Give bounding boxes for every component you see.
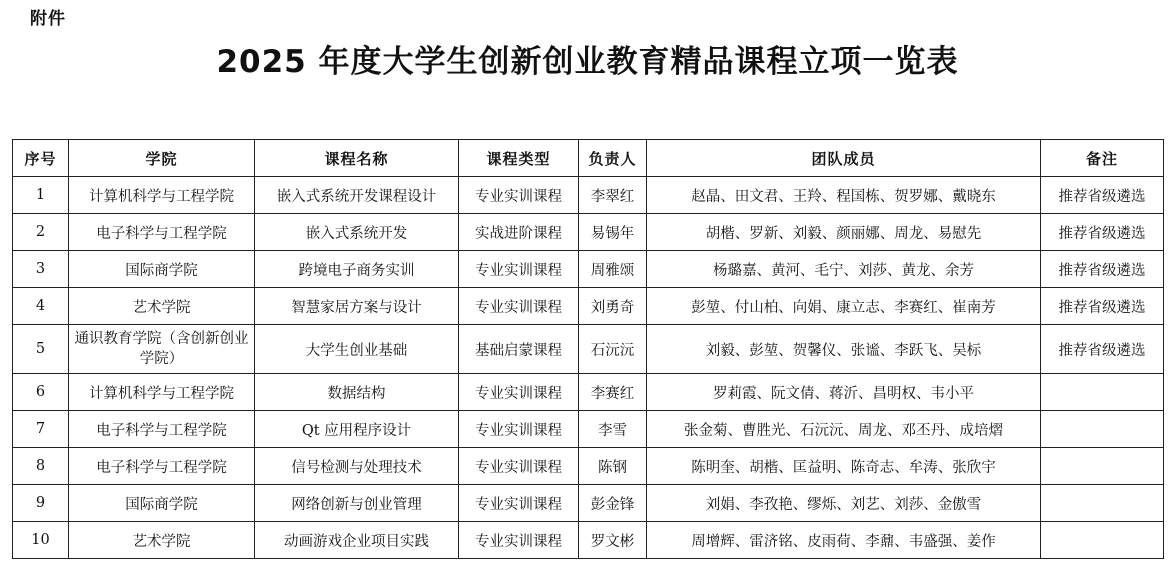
cell-index: 8 [13,448,69,485]
cell-remarks: 推荐省级遴选 [1041,177,1164,214]
cell-index: 6 [13,374,69,411]
table-row [13,411,1164,448]
cell-remarks: 推荐省级遴选 [1041,214,1164,251]
cell-index: 2 [13,214,69,251]
cell-leader: 罗文彬 [579,522,647,559]
cell-course-name: Qt 应用程序设计 [255,411,459,448]
cell-college: 计算机科学与工程学院 [69,177,255,214]
cell-index: 9 [13,485,69,522]
cell-course-type: 专业实训课程 [459,448,579,485]
cell-team-members: 陈明奎、胡楷、匡益明、陈奇志、牟涛、张欣宇 [647,448,1041,485]
cell-college: 通识教育学院（含创新创业学院） [69,325,255,374]
cell-remarks: 推荐省级遴选 [1041,325,1164,374]
cell-team-members: 杨璐嘉、黄河、毛宁、刘莎、黄龙、余芳 [647,251,1041,288]
cell-course-name: 智慧家居方案与设计 [255,288,459,325]
header-course-name: 课程名称 [255,140,459,177]
cell-remarks: 推荐省级遴选 [1041,251,1164,288]
cell-college: 电子科学与工程学院 [69,411,255,448]
table-row [13,325,1164,374]
cell-course-type: 专业实训课程 [459,522,579,559]
cell-course-type: 实战进阶课程 [459,214,579,251]
cell-course-type: 专业实训课程 [459,485,579,522]
cell-course-type: 专业实训课程 [459,288,579,325]
cell-course-type: 专业实训课程 [459,411,579,448]
header-team-members: 团队成员 [647,140,1041,177]
cell-index: 7 [13,411,69,448]
cell-college: 国际商学院 [69,251,255,288]
cell-remarks [1041,448,1164,485]
cell-course-name: 大学生创业基础 [255,325,459,374]
cell-leader: 李翠红 [579,177,647,214]
cell-remarks [1041,522,1164,559]
table-row [13,214,1164,251]
table-row [13,177,1164,214]
cell-index: 3 [13,251,69,288]
cell-leader: 刘勇奇 [579,288,647,325]
cell-leader: 周雅颂 [579,251,647,288]
cell-remarks [1041,374,1164,411]
cell-index: 4 [13,288,69,325]
cell-college: 电子科学与工程学院 [69,448,255,485]
header-remarks: 备注 [1041,140,1164,177]
cell-team-members: 彭堃、付山柏、向娟、康立志、李赛红、崔南芳 [647,288,1041,325]
cell-course-type: 专业实训课程 [459,374,579,411]
cell-course-type: 专业实训课程 [459,177,579,214]
cell-leader: 李赛红 [579,374,647,411]
cell-course-name: 跨境电子商务实训 [255,251,459,288]
cell-course-name: 数据结构 [255,374,459,411]
cell-remarks: 推荐省级遴选 [1041,288,1164,325]
table-header-row [13,140,1164,177]
cell-college: 计算机科学与工程学院 [69,374,255,411]
cell-team-members: 胡楷、罗新、刘毅、颜丽娜、周龙、易慰先 [647,214,1041,251]
table-row [13,251,1164,288]
header-course-type: 课程类型 [459,140,579,177]
cell-index: 10 [13,522,69,559]
cell-leader: 易锡年 [579,214,647,251]
cell-course-name: 嵌入式系统开发 [255,214,459,251]
cell-leader: 彭金锋 [579,485,647,522]
cell-college: 艺术学院 [69,288,255,325]
cell-index: 1 [13,177,69,214]
cell-leader: 石沅沅 [579,325,647,374]
cell-course-type: 基础启蒙课程 [459,325,579,374]
cell-remarks [1041,411,1164,448]
cell-course-name: 信号检测与处理技术 [255,448,459,485]
table-row [13,448,1164,485]
cell-course-name: 网络创新与创业管理 [255,485,459,522]
cell-team-members: 刘毅、彭堃、贺馨仪、张谧、李跃飞、吴标 [647,325,1041,374]
cell-team-members: 罗莉霞、阮文倩、蒋沂、昌明权、韦小平 [647,374,1041,411]
cell-course-name: 动画游戏企业项目实践 [255,522,459,559]
table-row [13,374,1164,411]
attachment-label: 附件 [30,9,66,29]
cell-remarks [1041,485,1164,522]
header-index: 序号 [13,140,69,177]
cell-team-members: 赵晶、田文君、王羚、程国栋、贺罗娜、戴晓东 [647,177,1041,214]
cell-course-name: 嵌入式系统开发课程设计 [255,177,459,214]
course-table [12,139,1164,559]
cell-index: 5 [13,325,69,374]
table-row [13,522,1164,559]
cell-college: 国际商学院 [69,485,255,522]
cell-team-members: 张金菊、曹胜光、石沅沅、周龙、邓丕丹、成培熠 [647,411,1041,448]
header-leader: 负责人 [579,140,647,177]
header-college: 学院 [69,140,255,177]
cell-team-members: 周增辉、雷济铭、皮雨荷、李鼐、韦盛强、姜作 [647,522,1041,559]
cell-team-members: 刘娟、李孜艳、缪烁、刘艺、刘莎、金傲雪 [647,485,1041,522]
cell-college: 电子科学与工程学院 [69,214,255,251]
cell-leader: 李雪 [579,411,647,448]
cell-college: 艺术学院 [69,522,255,559]
page-title: 2025 年度大学生创新创业教育精品课程立项一览表 [216,44,959,80]
table-row [13,485,1164,522]
cell-leader: 陈钢 [579,448,647,485]
table-row [13,288,1164,325]
cell-course-type: 专业实训课程 [459,251,579,288]
